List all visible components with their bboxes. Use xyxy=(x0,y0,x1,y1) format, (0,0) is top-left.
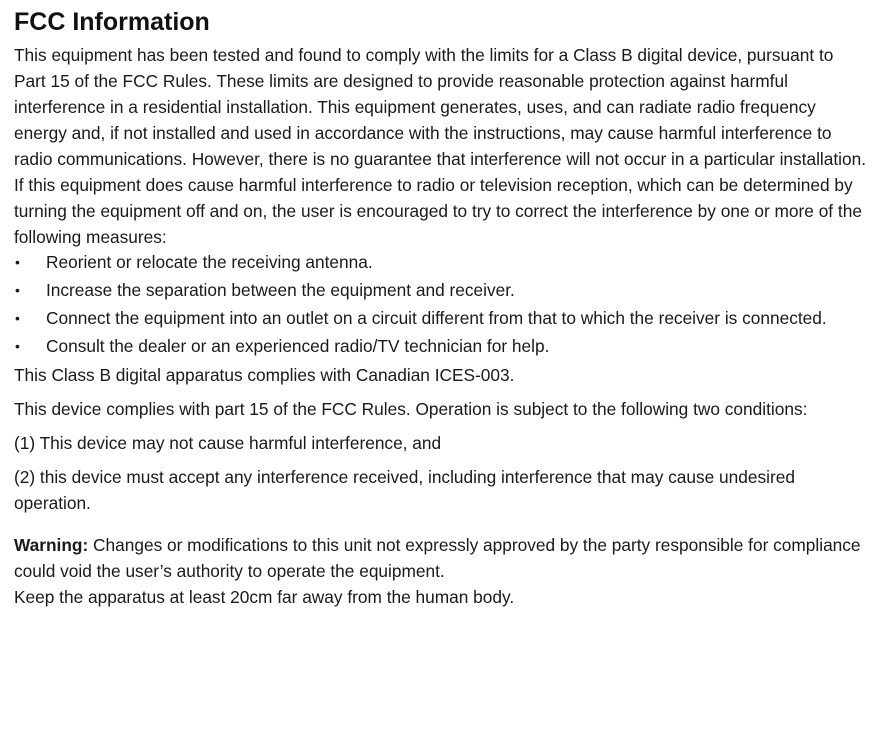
part15-statement: This device complies with part 15 of the FCC Rules. Operation is subject to the following two conditions: xyxy=(14,399,808,419)
measure-text: Consult the dealer or an experienced radio/TV technician for help. xyxy=(46,336,550,356)
warning-label: Warning: xyxy=(14,535,89,555)
bullet-icon: • xyxy=(15,338,20,354)
warning-text: Changes or modifications to this unit not expressly approved by the party responsible for compliance could void the user’s authority to operate the equipment. xyxy=(14,535,861,581)
intro-paragraph: This equipment has been tested and found to comply with the limits for a Class B digital device, pursuant to Part 15 of the FCC Rules. These limits are designed to provide reasonable protection against harmful interference in a residential installation. This equipment generates, uses, and can radiate radio frequency energy and, if not installed and used in accordance with the instructions, may cause harmful interference to radio communications. However, there is no guarantee that interference will not occur in a particular installation. If this equipment does cause harmful interference to radio or television reception, which can be determined by turning the equipment off and on, the user is encouraged to try to correct the interference by one or more of the following measures: xyxy=(14,45,867,247)
measure-text: Connect the equipment into an outlet on a circuit different from that to which the receiver is connected. xyxy=(46,308,827,328)
list-item xyxy=(14,250,869,274)
measure-text: Increase the separation between the equipment and receiver. xyxy=(46,280,515,300)
bullet-icon: • xyxy=(15,254,20,270)
warning-paragraph xyxy=(14,532,869,584)
measure-text: Reorient or relocate the receiving antenna. xyxy=(46,252,373,272)
measures-list xyxy=(14,250,869,358)
list-item xyxy=(14,278,869,302)
canada-statement: This Class B digital apparatus complies with Canadian ICES-003. xyxy=(14,365,515,385)
list-item xyxy=(14,334,869,358)
bullet-icon: • xyxy=(15,310,20,326)
condition-1: (1) This device may not cause harmful interference, and xyxy=(14,433,442,453)
bullet-icon: • xyxy=(15,282,20,298)
page-title: FCC Information xyxy=(14,8,210,36)
distance-statement: Keep the apparatus at least 20cm far away from the human body. xyxy=(14,587,515,607)
list-item xyxy=(14,306,869,330)
condition-2: (2) this device must accept any interference received, including interference that may cause undesired operation. xyxy=(14,467,795,513)
